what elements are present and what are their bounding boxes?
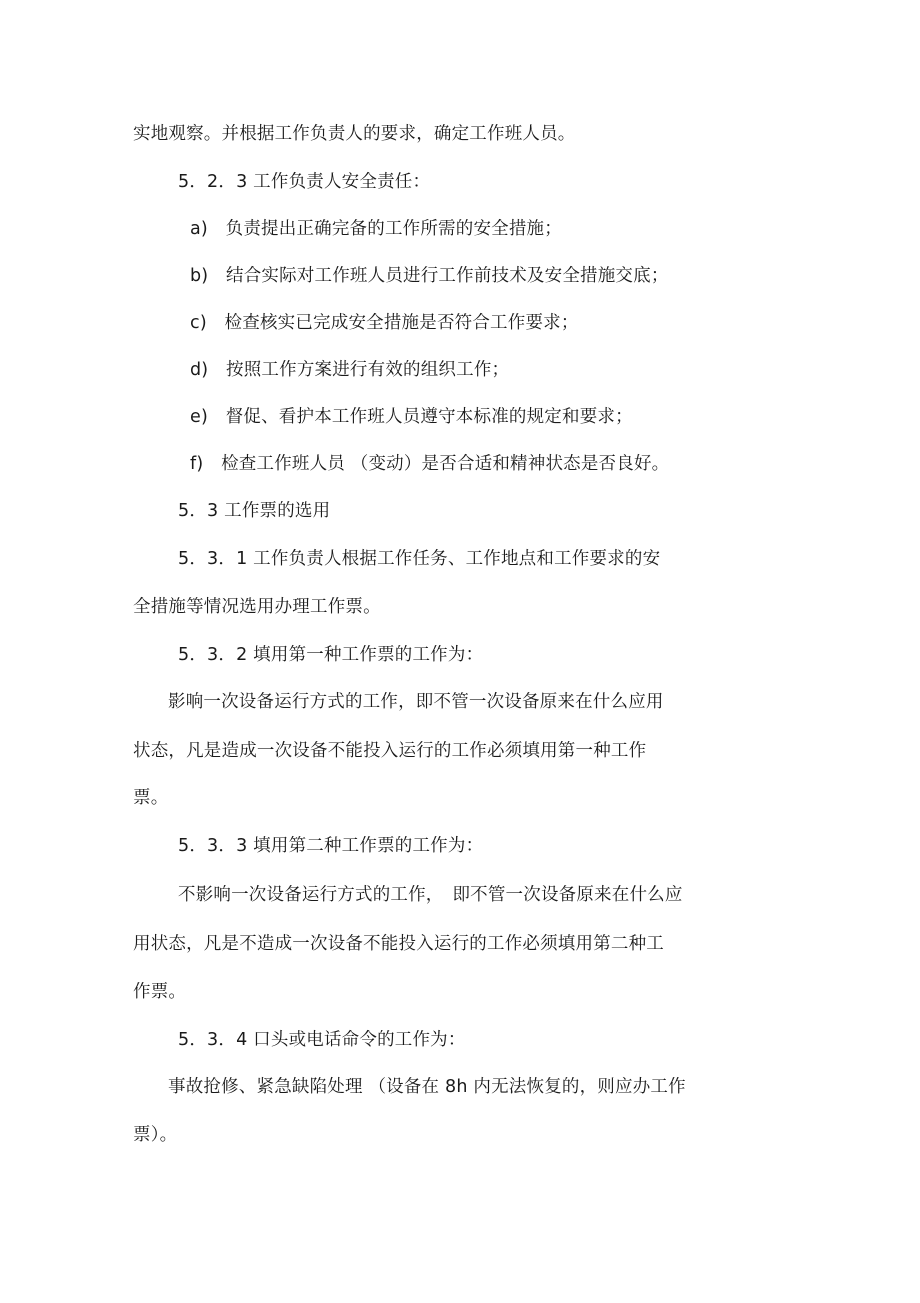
paragraph-line: 票。 xyxy=(133,788,169,808)
paragraph-line: 作票。 xyxy=(133,982,187,1002)
list-item-d: d) 按照工作方案进行有效的组织工作； xyxy=(190,360,510,380)
list-item-c: c) 检查核实已完成安全措施是否符合工作要求； xyxy=(190,313,579,333)
list-item-e: e) 督促、看护本工作班人员遵守本标准的规定和要求； xyxy=(190,407,633,427)
section-heading-5-3-3: 5．3．3 填用第二种工作票的工作为： xyxy=(178,836,484,856)
list-item-b: b) 结合实际对工作班人员进行工作前技术及安全措施交底； xyxy=(190,266,669,286)
paragraph-line: 用状态，凡是不造成一次设备不能投入运行的工作必须填用第二种工 xyxy=(133,934,664,954)
section-heading-5-3-1: 5．3．1 工作负责人根据工作任务、工作地点和工作要求的安 xyxy=(178,549,661,569)
paragraph-line: 事故抢修、紧急缺陷处理 （设备在 8h 内无法恢复的，则应办工作 xyxy=(168,1077,686,1097)
paragraph-line: 全措施等情况选用办理工作票。 xyxy=(133,597,381,617)
section-heading-5-2-3: 5．2．3 工作负责人安全责任： xyxy=(178,172,431,192)
section-heading-5-3-2: 5．3．2 填用第一种工作票的工作为： xyxy=(178,645,484,665)
list-item-a: a) 负责提出正确完备的工作所需的安全措施； xyxy=(190,219,562,239)
paragraph-line: 状态，凡是造成一次设备不能投入运行的工作必须填用第一种工作 xyxy=(133,741,647,761)
paragraph-line: 实地观察。并根据工作负责人的要求，确定工作班人员。 xyxy=(133,124,576,144)
section-heading-5-3: 5．3 工作票的选用 xyxy=(178,501,331,521)
paragraph-line: 影响一次设备运行方式的工作，即不管一次设备原来在什么应用 xyxy=(168,692,664,712)
paragraph-line: 不影响一次设备运行方式的工作， 即不管一次设备原来在什么应 xyxy=(178,885,683,905)
list-item-f: f) 检查工作班人员 （变动）是否合适和精神状态是否良好。 xyxy=(190,454,670,474)
paragraph-line: 票）。 xyxy=(133,1125,178,1145)
section-heading-5-3-4: 5．3．4 口头或电话命令的工作为： xyxy=(178,1030,466,1050)
